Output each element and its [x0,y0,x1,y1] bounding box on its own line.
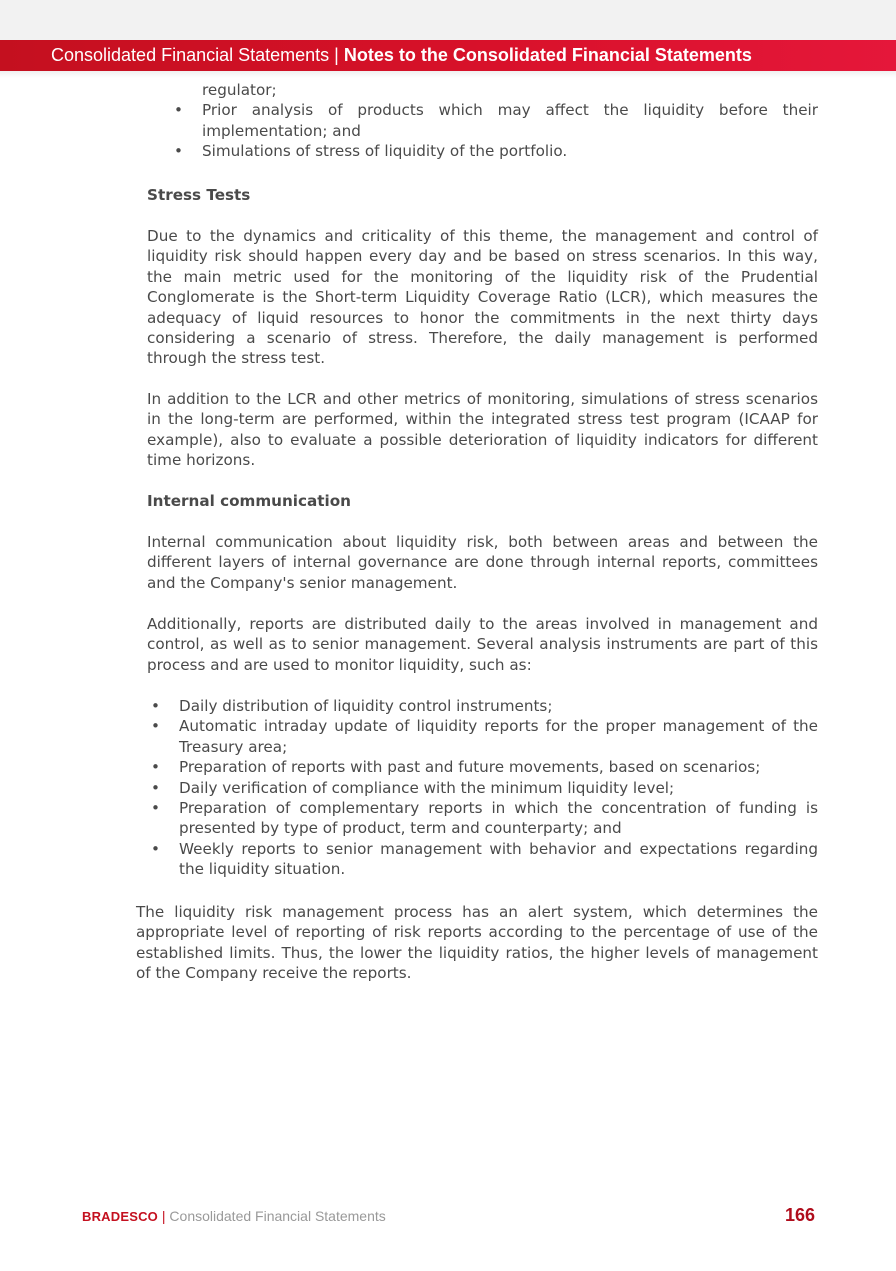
page-header-banner [0,40,896,71]
list-item: regulator; [202,81,277,99]
page-number: 166 [785,1205,816,1225]
footer-separator: | [161,1208,166,1224]
list-item: • Daily distribution of liquidity control instruments; [151,697,553,715]
section-heading-internal-communication: Internal communication [147,492,351,510]
bullet-icon: • [151,758,160,777]
list-item: • Simulations of stress of liquidity of the portfolio. [174,142,568,161]
paragraph: Due to the dynamics and criticality of this theme, the management and control of liquidity risk should happen every day and be based on stress scenarios. In this way, the main metric used for the monitoring of the liquidity risk of the Prudential Conglomerate is the Short-term Liquidity Coverage Ratio (LCR), which measures the adequacy of liquid resources to honor the commitments in the next thirty days considering a scenario of stress. Therefore, the daily management is performed through the stress test. [147,227,818,368]
header-title-bold: Notes to the Consolidated Financial Statements [343,45,752,65]
list-item: • Preparation of reports with past and future movements, based on scenarios; [151,758,761,777]
list-item: • Prior analysis of products which may affect the liquidity before their implementation; and [174,101,818,140]
page-footer [82,1208,386,1224]
paragraph: Additionally, reports are distributed daily to the areas involved in management and control, as well as to senior management. Several analysis instruments are part of this process and are used to monitor liquidity, such as: [147,615,818,674]
list-item: • Automatic intraday update of liquidity reports for the proper management of the Treasury area; [151,717,818,756]
list-item: • Preparation of complementary reports in which the concentration of funding is presented by type of product, term and counterparty; and [151,799,818,838]
header-shadow [0,71,896,78]
bullet-icon: • [151,697,160,715]
header-title-regular: Consolidated Financial Statements [51,45,330,65]
bullet-icon: • [174,142,183,161]
paragraph: In addition to the LCR and other metrics of monitoring, simulations of stress scenarios in the long-term are performed, within the integrated stress test program (ICAAP for example), also to evaluate a possible deterioration of liquidity indicators for different time horizons. [147,390,818,470]
top-bullet-list [174,80,818,162]
footer-brand: BRADESCO [82,1209,158,1224]
footer-doc-title: Consolidated Financial Statements [169,1208,386,1224]
list-item: • Daily verification of compliance with the minimum liquidity level; [151,778,675,797]
bullet-icon: • [151,717,160,736]
list-item: • Weekly reports to senior management with behavior and expectations regarding the liquidity situation. [151,839,818,879]
bullet-icon: • [151,839,160,858]
closing-paragraph: The liquidity risk management process has an alert system, which determines the appropriate level of reporting of risk reports according to the percentage of use of the established limits. Thus, the lower the liquidity ratios, the higher levels of management of the Company receive the reports. [136,903,818,983]
header-separator: | [334,45,339,65]
top-margin [0,0,896,40]
bullet-icon: • [174,101,183,120]
bullet-icon: • [151,799,160,818]
bullet-icon: • [151,778,160,797]
instruments-bullet-list [151,696,818,880]
section-heading-stress-tests: Stress Tests [147,186,251,204]
paragraph: Internal communication about liquidity risk, both between areas and between the different layers of internal governance are done through internal reports, committees and the Company's senior management. [147,533,818,592]
